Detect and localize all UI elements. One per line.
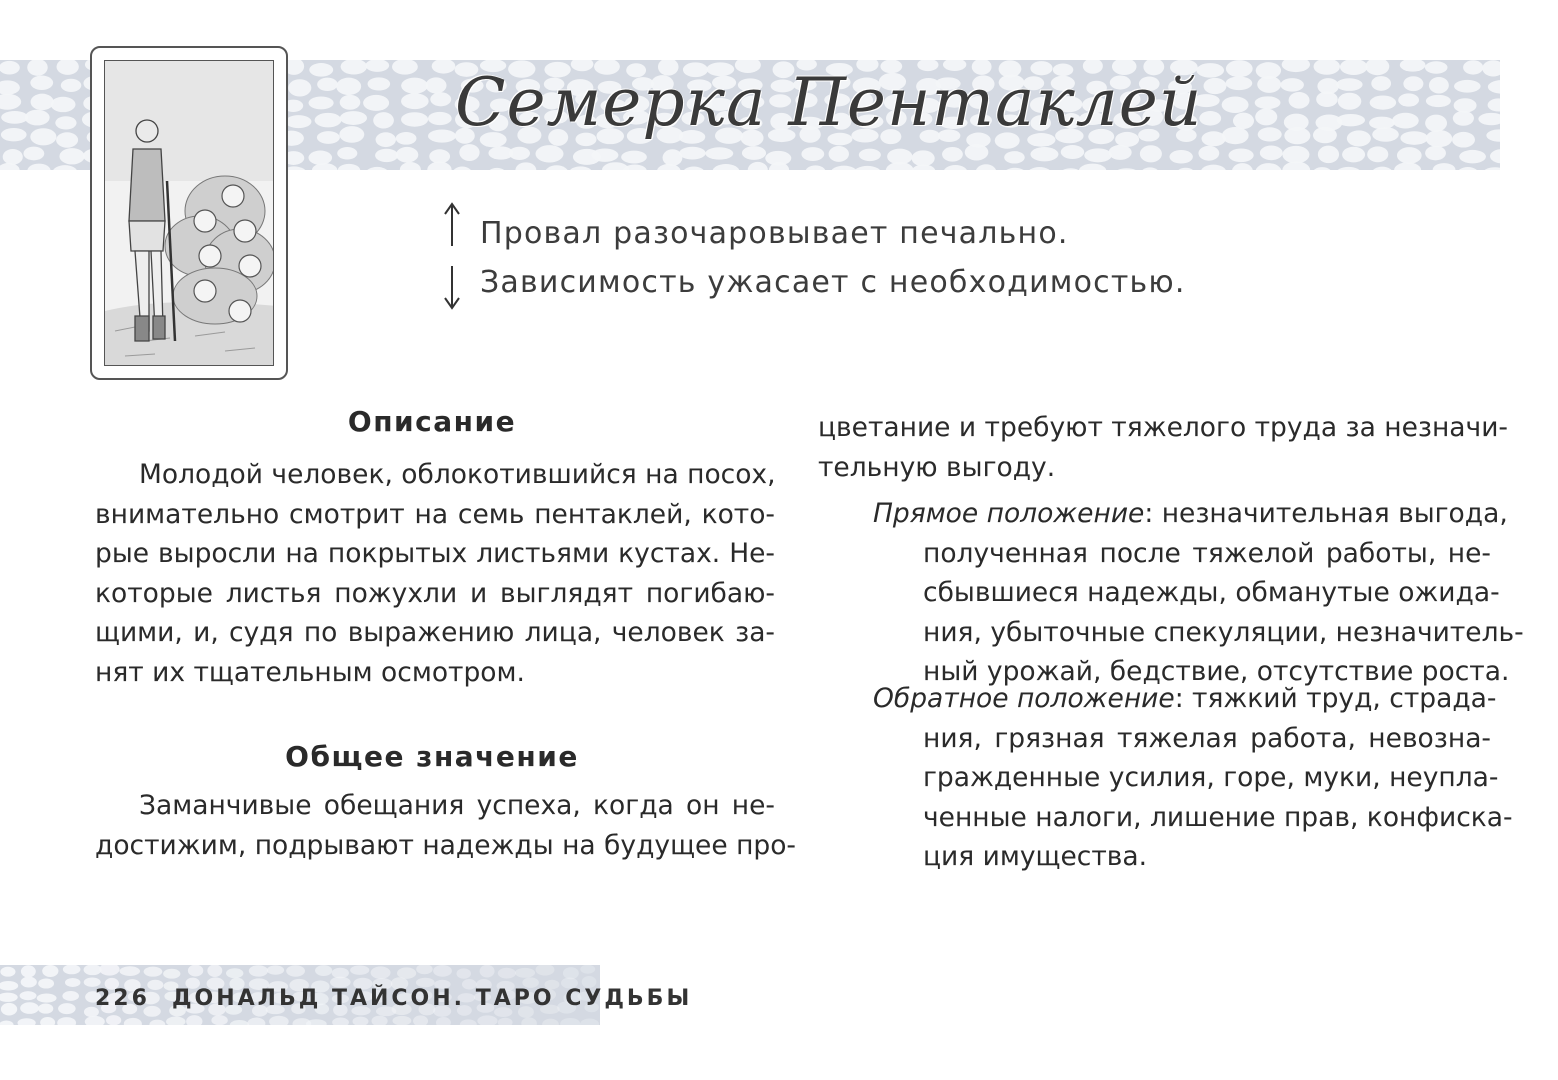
description-heading: Описание xyxy=(347,405,517,438)
general-meaning-continuation xyxy=(818,408,1508,487)
text-line: сбывшиеся надежды, обманутые ожида- xyxy=(923,577,1500,608)
text-line: полученная после тяжелой работы, не- xyxy=(923,537,1491,569)
upright-first-text: : незначительная выгода, xyxy=(1144,498,1508,529)
page-number: 226 xyxy=(95,986,150,1011)
page-footer xyxy=(95,986,714,1011)
text-line: рые выросли на покрытых листьями кустах. Не- xyxy=(95,538,775,569)
text-line: щими, и, судя по выражению лица, человек за- xyxy=(95,617,775,648)
text-line: Заманчивые обещания успеха, когда он не- xyxy=(139,790,775,821)
text-line: цветание и требуют тяжелого труда за незначи- xyxy=(818,412,1508,443)
reversed-label: Обратное положение xyxy=(873,683,1175,714)
text-line: ция имущества. xyxy=(923,841,1148,872)
text-line: ный урожай, бедствие, отсутствие роста. xyxy=(923,656,1510,687)
upright-label: Прямое положение xyxy=(873,498,1145,529)
reversed-keyword: Зависимость ужасает с необходимостью. xyxy=(480,265,1186,300)
running-title: ДОНАЛЬД ТАЙСОН. ТАРО СУДЬБЫ xyxy=(171,986,693,1011)
arrow-down-icon xyxy=(442,264,462,310)
description-paragraph xyxy=(95,455,775,692)
text-line: достижим, подрывают надежды на будущее про- xyxy=(95,829,796,861)
general-meaning-heading: Общее значение xyxy=(285,740,579,773)
text-line: Молодой человек, облокотившийся на посох, xyxy=(139,459,776,490)
text-line: нят их тщательным осмотром. xyxy=(95,656,525,688)
reversed-first-text: : тяжкий труд, страда- xyxy=(1174,683,1497,714)
tarot-card-image xyxy=(104,60,274,366)
text-line: ния, грязная тяжелая работа, невозна- xyxy=(923,722,1491,754)
general-meaning-paragraph xyxy=(95,786,796,865)
text-line: ния, убыточные спекуляции, незначитель- xyxy=(923,616,1524,648)
text-line: внимательно смотрит на семь пентаклей, кото- xyxy=(95,498,775,530)
entry-first-line xyxy=(873,679,1497,719)
card-title: Семерка Пентаклей xyxy=(455,64,1203,141)
tarot-card-illustration xyxy=(90,46,288,380)
text-line: гражденные усилия, горе, муки, неупла- xyxy=(923,762,1499,793)
entry-first-line xyxy=(873,494,1508,534)
reversed-position-entry xyxy=(873,679,1513,877)
upright-keyword: Провал разочаровывает печально. xyxy=(480,216,1069,251)
text-line: которые листья пожухли и выглядят погибаю- xyxy=(95,577,775,609)
text-line: ченные налоги, лишение прав, конфиска- xyxy=(923,801,1513,833)
text-line: тельную выгоду. xyxy=(818,451,1056,483)
upright-position-entry xyxy=(873,494,1524,692)
arrow-up-icon xyxy=(442,202,462,248)
